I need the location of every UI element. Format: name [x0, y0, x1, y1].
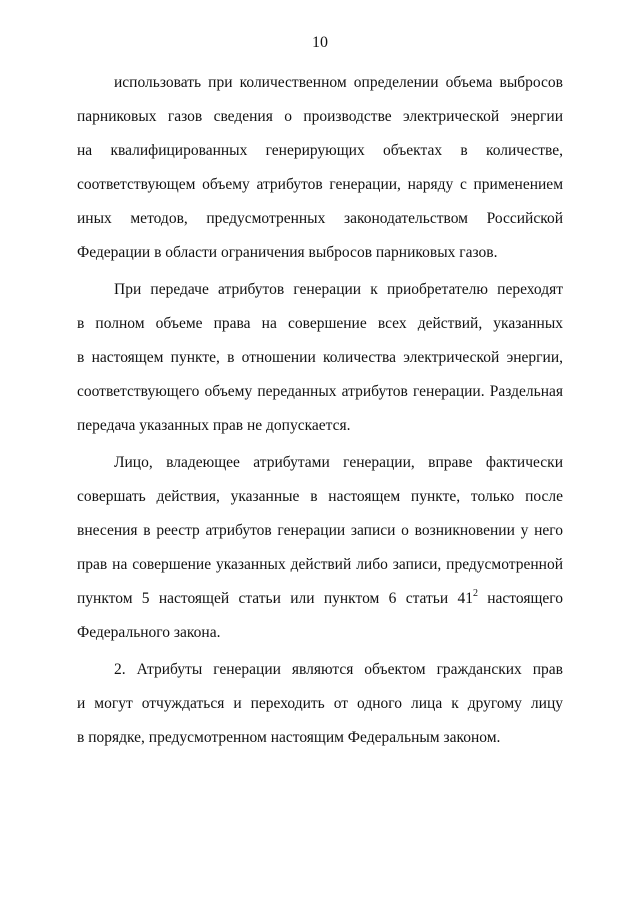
text-line: иных методов, предусмотренных законодательством Российской	[77, 210, 563, 227]
text-line: 2. Атрибуты генерации являются объектом гражданских прав	[114, 661, 563, 678]
paragraph-4	[77, 653, 563, 755]
paragraph-1	[77, 66, 563, 270]
paragraph-2	[77, 273, 563, 443]
text-line: соответствующем объему атрибутов генерации, наряду с применением	[77, 176, 563, 193]
text-line-with-superscript	[77, 582, 563, 616]
text-line: передача указанных прав не допускается.	[77, 417, 351, 434]
page-number: 10	[312, 34, 328, 51]
text-line: в полном объеме права на совершение всех действий, указанных	[77, 315, 563, 332]
text-line: Федерального закона.	[77, 624, 221, 641]
document-body	[77, 66, 563, 758]
paragraph-3	[77, 446, 563, 650]
text-line: соответствующего объему переданных атрибутов генерации. Раздельная	[77, 383, 563, 400]
text-line: на квалифицированных генерирующих объектах в количестве,	[77, 142, 563, 159]
text-line: и могут отчуждаться и переходить от одного лица к другому лицу	[77, 695, 563, 712]
text-line: внесения в реестр атрибутов генерации записи о возникновении у него	[77, 522, 563, 539]
text-line: совершать действия, указанные в настоящем пункте, только после	[77, 488, 563, 505]
text-run: пунктом 5 настоящей статьи или пунктом 6 статьи 41	[77, 590, 473, 607]
text-line: Лицо, владеющее атрибутами генерации, вправе фактически	[114, 454, 563, 471]
text-line: При передаче атрибутов генерации к приобретателю переходят	[114, 281, 563, 298]
text-line: в настоящем пункте, в отношении количества электрической энергии,	[77, 349, 563, 366]
superscript: 2	[472, 588, 478, 599]
text-line: парниковых газов сведения о производстве электрической энергии	[77, 108, 563, 125]
text-line: прав на совершение указанных действий либо записи, предусмотренной	[77, 556, 563, 573]
text-line: Федерации в области ограничения выбросов парниковых газов.	[77, 244, 498, 261]
text-line: использовать при количественном определении объема выбросов	[114, 74, 563, 91]
text-line: в порядке, предусмотренном настоящим Федеральным законом.	[77, 729, 501, 746]
text-run: настоящего	[477, 590, 563, 607]
